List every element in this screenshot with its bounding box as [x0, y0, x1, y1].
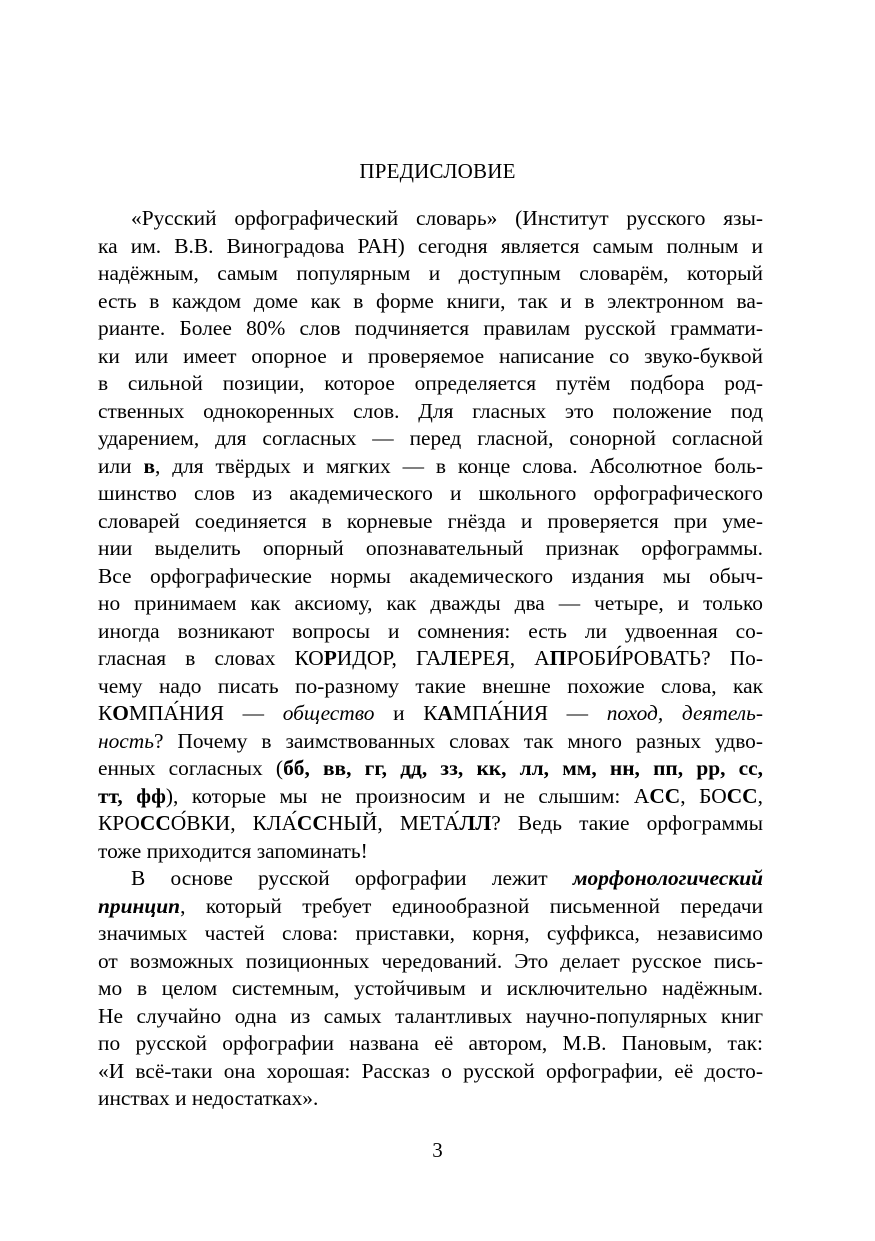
text-run: НЫЙ, МЕТА́ — [327, 811, 460, 835]
text-line — [98, 645, 763, 673]
text-run: , — [757, 783, 763, 808]
text-line: по русской орфографии названа её автором, М.В. Пановым, так: — [98, 1031, 763, 1055]
italic-text: поход, деятель- — [606, 701, 763, 725]
text-run: гласная в словах КО — [98, 646, 324, 670]
text-run: , который требует единообразной письменной передачи — [180, 893, 763, 918]
text-run: , для твёрдых и мягких — в конце слова. Абсолютное боль- — [155, 453, 763, 478]
text-run: МПА́НИЯ — — [128, 701, 283, 725]
text-line: иногда возникают вопросы и сомнения: есть ли удвоенная со- — [98, 618, 763, 643]
text-run: ? Почему в заимствованных словах так много разных удво- — [153, 728, 763, 753]
text-run: ЕРЕЯ, А — [457, 646, 550, 670]
body-text — [98, 205, 763, 1113]
text-line: ки или имеет опорное и проверяемое написание со звуко-буквой — [98, 343, 763, 368]
text-line: шинство слов из академического и школьного орфографического — [98, 481, 763, 505]
text-line: «Русский орфографический словарь» (Институт русского язы- — [131, 206, 763, 230]
text-line — [98, 893, 763, 921]
text-run: В основе русской орфографии лежит — [131, 866, 573, 890]
text-run: и К — [374, 701, 438, 725]
bold-letter: СС — [726, 783, 758, 808]
text-line: рианте. Более 80% слов подчиняется правилам русской граммати- — [98, 316, 763, 340]
page-title: ПРЕДИСЛОВИЕ — [359, 159, 516, 183]
bold-letter: СС — [139, 811, 171, 835]
text-line: от возможных позиционных чередований. Это делает русское пись- — [98, 948, 763, 973]
bold-letter: О — [112, 701, 129, 725]
text-run: ? Ведь такие орфограммы — [491, 811, 763, 835]
text-line: ка им. В.В. Виноградова РАН) сегодня является самым полным и — [98, 233, 763, 258]
text-line: тоже приходится запоминать! — [98, 838, 368, 863]
text-line: в сильной позиции, которое определяется путём подбора род- — [98, 371, 763, 395]
bold-letter: Р — [323, 646, 337, 670]
bold-letter: А — [437, 701, 453, 725]
text-run: КРО — [98, 811, 140, 835]
text-line: нии выделить опорный опознавательный признак орфограммы. — [98, 536, 763, 560]
bold-letter: ЛЛ — [459, 811, 492, 835]
bold-italic-term: принцип — [98, 893, 181, 918]
text-run: К — [98, 701, 113, 725]
text-line — [98, 810, 763, 838]
text-line: «И всё-таки она хорошая: Рассказ о русской орфографии, её досто- — [98, 1058, 763, 1083]
bold-letter: Л — [441, 646, 458, 670]
text-line — [98, 783, 763, 811]
text-line: чему надо писать по-разному такие внешне похожие слова, как — [98, 673, 763, 698]
text-line — [98, 453, 763, 481]
text-line: есть в каждом доме как в форме книги, так и в электронном ва- — [98, 288, 763, 313]
text-line: но принимаем как аксиому, как дважды два — четыре, и только — [98, 591, 763, 615]
text-line: мо в целом системным, устойчивым и исключительно надёжным. — [98, 976, 763, 1000]
text-run: ИДОР, ГА — [336, 646, 442, 670]
text-line: ударением, для согласных — перед гласной, сонорной согласной — [98, 426, 763, 450]
text-run: , БО — [680, 783, 727, 808]
text-line — [98, 865, 763, 893]
bold-text: бб, вв, гг, дд, зз, кк, лл, мм, нн, пп, рр, сс, — [283, 756, 763, 780]
bold-letter: СС — [649, 783, 681, 808]
text-line — [98, 728, 763, 756]
text-line: словарей соединяется в корневые гнёзда и проверяется при уме- — [98, 508, 763, 533]
text-line: Не случайно одна из самых талантливых научно-популярных книг — [98, 1003, 763, 1028]
italic-text: ность — [98, 728, 154, 753]
text-run: или — [98, 453, 144, 478]
bold-italic-term: морфонологический — [572, 866, 763, 890]
text-run: МПА́НИЯ — — [452, 701, 607, 725]
text-line: инствах и недостатках». — [98, 1086, 319, 1110]
bold-letter: П — [549, 646, 567, 670]
text-run: ), которые мы не произносим и не слышим: А — [165, 783, 650, 808]
bold-letter: в — [143, 453, 156, 478]
text-run: О́ВКИ, КЛА́ — [170, 811, 297, 835]
text-line: ственных однокоренных слов. Для гласных это положение под — [98, 398, 763, 423]
text-line: значимых частей слова: приставки, корня, суффикса, независимо — [98, 921, 763, 945]
text-run: енных согласных ( — [98, 756, 284, 780]
bold-text: тт, фф — [98, 783, 166, 808]
text-line: надёжным, самым популярным и доступным словарём, который — [98, 261, 763, 285]
text-line: Все орфографические нормы академического издания мы обыч- — [98, 563, 763, 588]
page-number: 3 — [432, 1138, 443, 1162]
text-run: РОБИ́РОВАТЬ? По- — [566, 646, 763, 670]
italic-text: общество — [282, 701, 375, 725]
text-line — [98, 700, 763, 728]
text-line — [98, 755, 763, 783]
bold-letter: СС — [296, 811, 328, 835]
